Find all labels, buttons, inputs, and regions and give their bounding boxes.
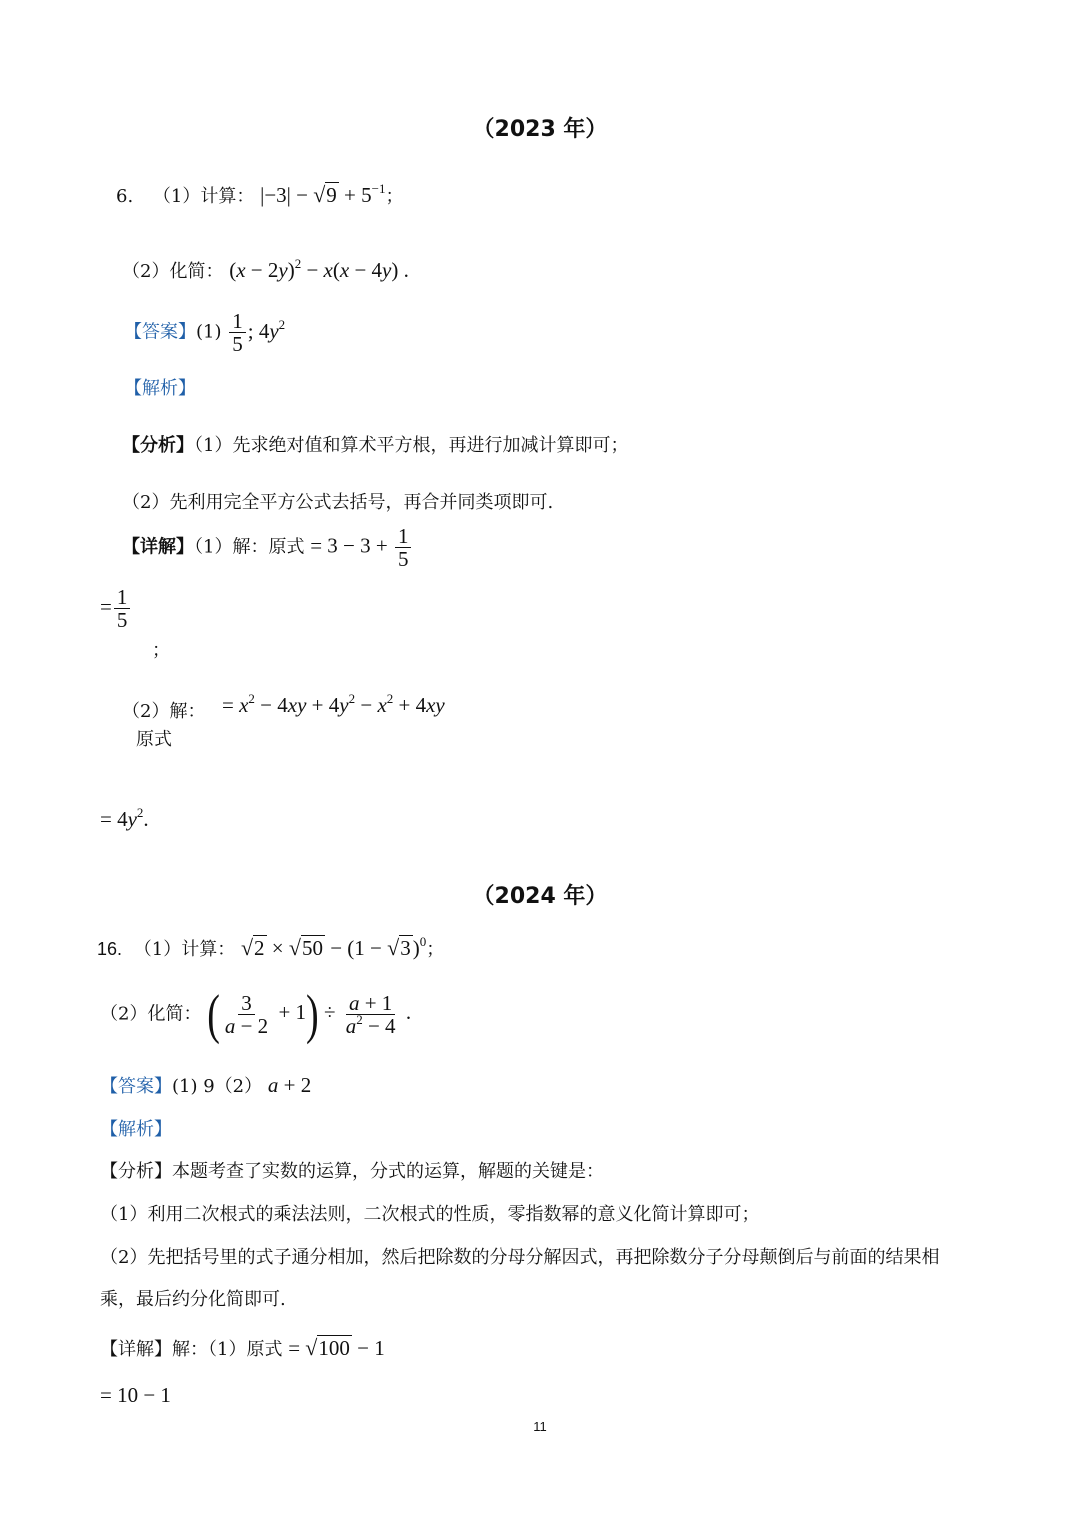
fenxi-2024-line3: 乘，最后约分化简即可. bbox=[100, 1289, 286, 1310]
fenxi-2023-line1 bbox=[122, 431, 628, 457]
fenxi-2024-line2: （2）先把括号里的式子通分相加，然后把除数的分母分解因式，再把除数分子分母颠倒后与前面的结果相 bbox=[100, 1247, 940, 1268]
fenxi-2024-line1: （1）利用二次根式的乘法法则，二次根式的性质，零指数幂的意义化简计算即可； bbox=[100, 1204, 760, 1225]
xiangjie-tag: 【详解】 bbox=[122, 536, 194, 558]
answer-2024 bbox=[100, 1072, 311, 1098]
analysis-tag-2024: 【解析】 bbox=[100, 1119, 172, 1140]
yuanshi-label: 原式 bbox=[136, 729, 172, 750]
fenxi-tag: 【分析】 bbox=[100, 1161, 172, 1182]
question-16-part1 bbox=[97, 935, 444, 961]
xiangjie-2024 bbox=[100, 1335, 385, 1361]
question-number: 16. bbox=[97, 939, 123, 959]
step-expression: = 3 − 3 + bbox=[310, 533, 393, 558]
step-result-2: = $4y^2$. bbox=[100, 805, 149, 831]
xiangjie-text: （1）解：原式 bbox=[194, 536, 305, 558]
xiangjie-2023 bbox=[122, 525, 413, 570]
fenxi-text: 本题考查了实数的运算，分式的运算，解题的关键是： bbox=[172, 1161, 604, 1182]
answer-value-2: ; $4y^2$ bbox=[247, 316, 286, 343]
answer-2023 bbox=[124, 310, 285, 355]
answer-tag: 【答案】 bbox=[100, 1076, 172, 1097]
expression-simplify: $(x - 2y)^2 - x(x - 4y)$ . bbox=[229, 256, 409, 282]
part1-label: （1）计算： bbox=[133, 939, 236, 960]
part2-label: （2）化简： bbox=[100, 1003, 202, 1025]
expression-abs-sqrt: $|-3| - √9 + 5^{-1}$ bbox=[260, 181, 386, 207]
step-fraction: $\frac{1}{5}$ bbox=[395, 525, 412, 570]
result-fraction: $\frac{1}{5}$ bbox=[114, 586, 131, 631]
xiangjie-tag: 【详解】 bbox=[100, 1339, 172, 1360]
step-result: = 10 − 1 bbox=[100, 1383, 171, 1407]
expression-fraction-division: ( $\frac{3}{a - 2}$ + 1) ÷ $\frac{a + 1}{a^2 - 4}$ . bbox=[207, 984, 412, 1045]
expression-sqrt-product: $√2 \times √50 - (1 - √3)^0$ bbox=[240, 934, 427, 960]
semicolon-mark: ； bbox=[152, 640, 170, 661]
fenxi-tag: 【分析】 bbox=[122, 435, 194, 456]
jie-2-label: （2）解： bbox=[122, 701, 206, 722]
question-6-part1 bbox=[116, 182, 403, 208]
step-expression: = √100 − 1 bbox=[288, 1335, 385, 1360]
semicolon: ； bbox=[426, 939, 445, 960]
fenxi-2024 bbox=[100, 1157, 604, 1183]
question-16-part2 bbox=[100, 984, 412, 1045]
section-title-2023: （2023 年） bbox=[472, 117, 608, 142]
fenxi-2023-line2: （2）先利用完全平方公式去括号，再合并同类项即可. bbox=[122, 492, 554, 513]
step-result-1: = $\frac{1}{5}$ bbox=[100, 586, 132, 631]
fenxi-text: （1）先求绝对值和算术平方根，再进行加减计算即可； bbox=[194, 435, 629, 456]
answer-text: (1) 9（2） bbox=[172, 1076, 263, 1097]
semicolon: ； bbox=[385, 186, 404, 207]
part1-label: （1）计算： bbox=[152, 186, 255, 207]
analysis-tag-2023: 【解析】 bbox=[124, 378, 196, 399]
question-6-part2 bbox=[122, 257, 409, 283]
answer-expression: a + 2 bbox=[267, 1073, 312, 1097]
answer-tag: 【答案】 bbox=[124, 321, 196, 343]
xiangjie-text: 解：（1）原式 bbox=[172, 1339, 283, 1360]
part2-label: （2）化简： bbox=[122, 261, 224, 282]
answer-fraction: $\frac{1}{5}$ bbox=[229, 310, 246, 355]
step-expression-2: = $x^2 - 4xy + 4y^2 - x^2 + 4xy$ bbox=[222, 691, 445, 717]
section-title-2024: （2024 年） bbox=[472, 884, 608, 909]
page-number: 11 bbox=[533, 1419, 547, 1434]
question-number: 6. bbox=[116, 186, 134, 207]
answer-part-label: (1) bbox=[196, 321, 222, 343]
